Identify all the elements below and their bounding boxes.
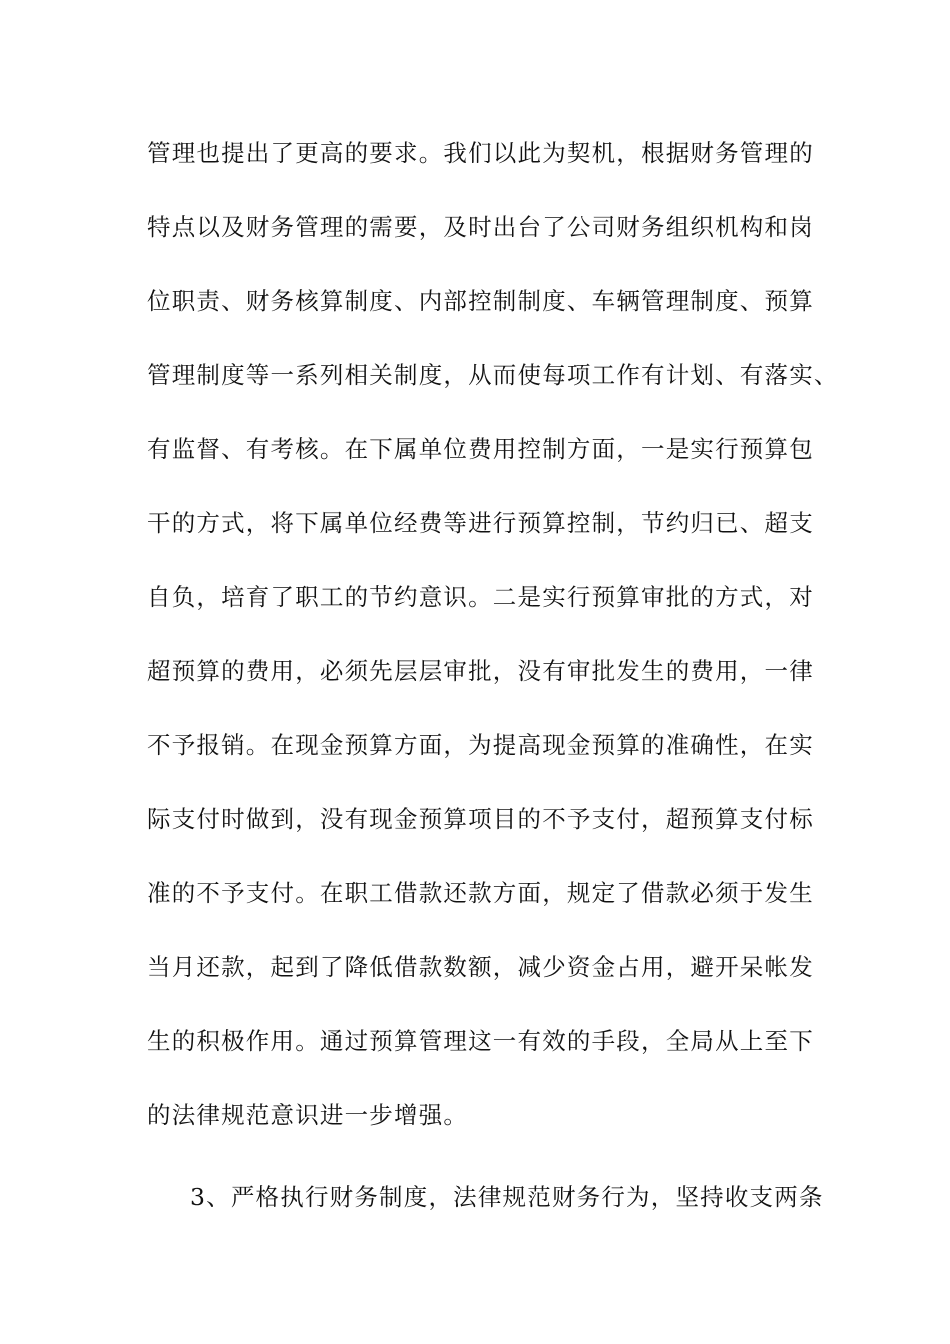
paragraph-line: 管理制度等一系列相关制度，从而使每项工作有计划、有落实、	[147, 361, 839, 389]
paragraph-line: 特点以及财务管理的需要，及时出台了公司财务组织机构和岗	[147, 213, 814, 241]
paragraph-line: 准的不予支付。在职工借款还款方面，规定了借款必须于发生	[147, 879, 814, 907]
section-heading-line: 3、严格执行财务制度，法律规范财务行为，坚持收支两条	[190, 1183, 824, 1211]
paragraph-line: 有监督、有考核。在下属单位费用控制方面，一是实行预算包	[147, 435, 814, 463]
paragraph-line: 的法律规范意识进一步增强。	[147, 1101, 469, 1129]
paragraph-line: 管理也提出了更高的要求。我们以此为契机，根据财务管理的	[147, 139, 814, 167]
paragraph-line: 当月还款，起到了降低借款数额，减少资金占用，避开呆帐发	[147, 953, 814, 981]
paragraph-line: 际支付时做到，没有现金预算项目的不予支付，超预算支付标	[147, 805, 814, 833]
paragraph-line: 生的积极作用。通过预算管理这一有效的手段，全局从上至下	[147, 1027, 814, 1055]
paragraph-line: 自负，培育了职工的节约意识。二是实行预算审批的方式，对	[147, 583, 814, 611]
paragraph-line: 不予报销。在现金预算方面，为提高现金预算的准确性，在实	[147, 731, 814, 759]
paragraph-line: 干的方式，将下属单位经费等进行预算控制，节约归已、超支	[147, 509, 814, 537]
paragraph-line: 超预算的费用，必须先层层审批，没有审批发生的费用，一律	[147, 657, 814, 685]
paragraph-line: 位职责、财务核算制度、内部控制制度、车辆管理制度、预算	[147, 287, 814, 315]
